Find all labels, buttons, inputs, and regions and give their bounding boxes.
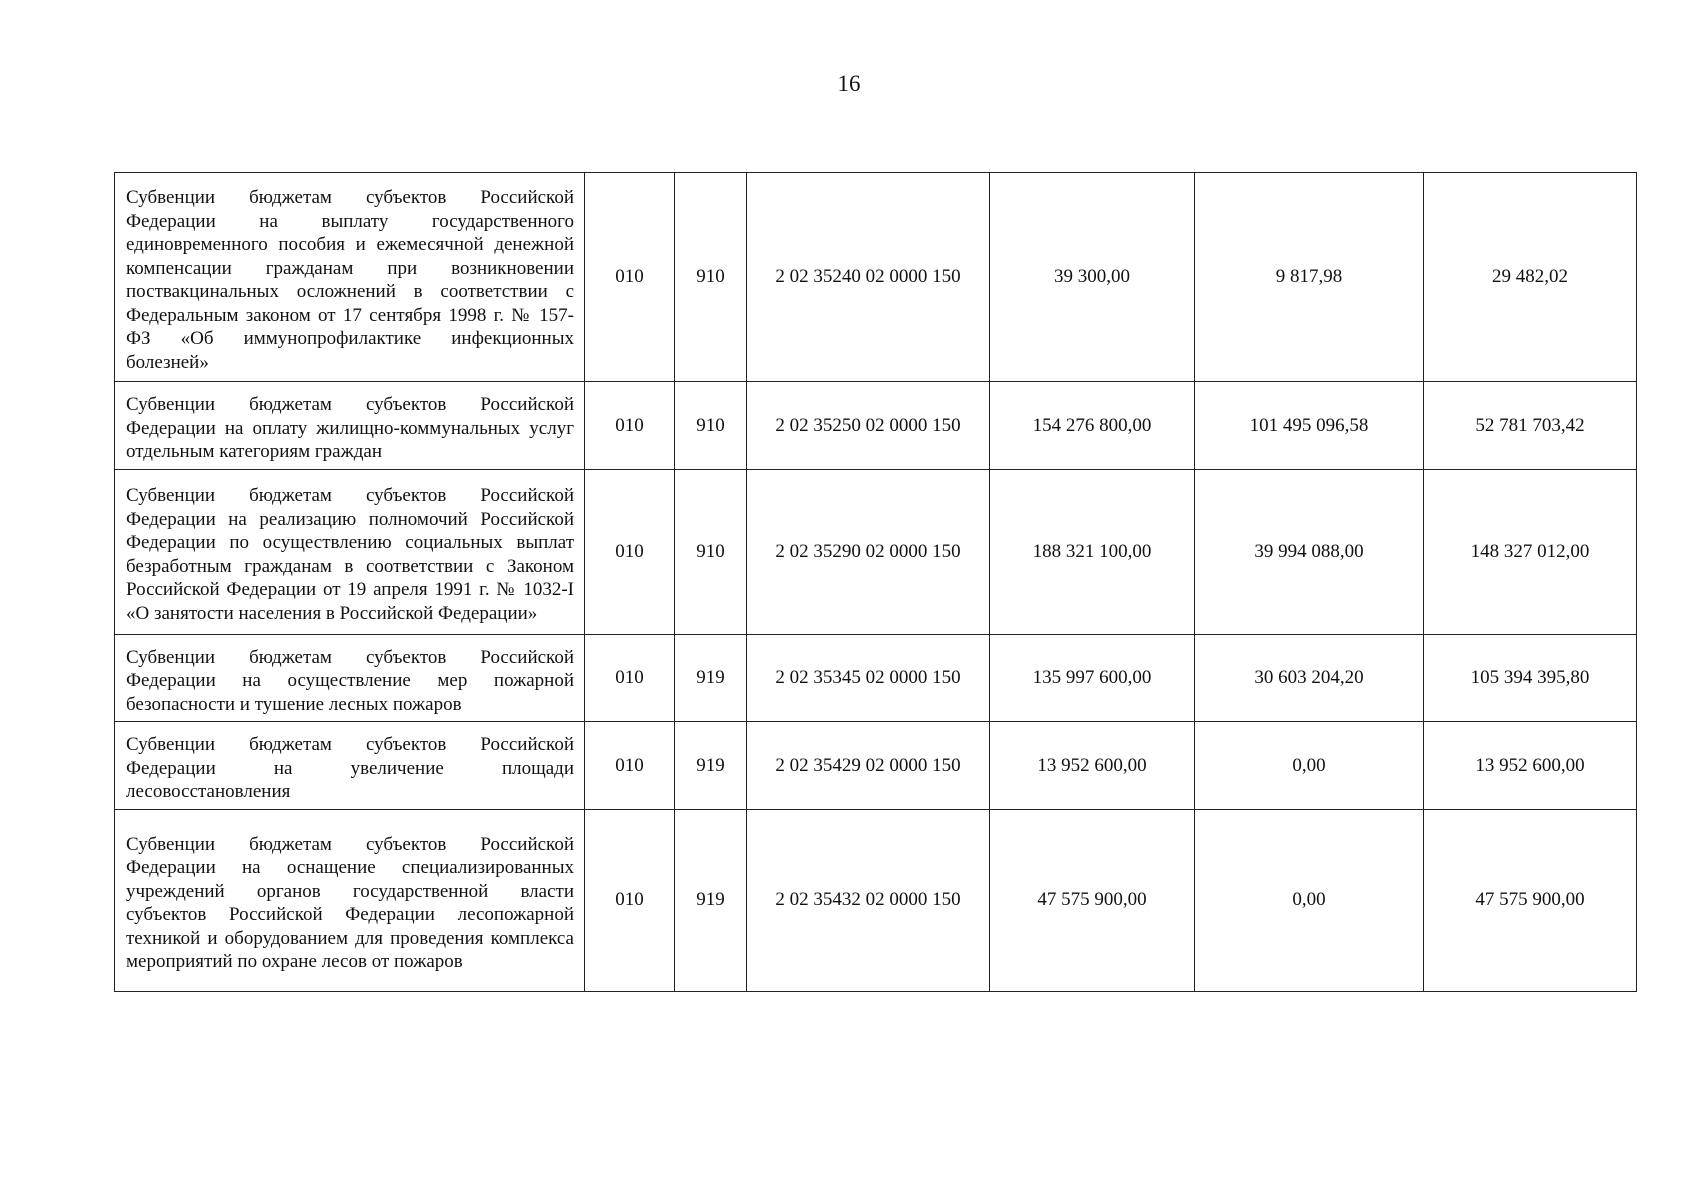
table-row <box>115 382 1637 470</box>
row-executed-amount: 39 994 088,00 <box>1195 469 1424 634</box>
row-executed-amount: 30 603 204,20 <box>1195 634 1424 722</box>
table-row <box>115 634 1637 722</box>
row-remaining-amount: 29 482,02 <box>1424 173 1637 382</box>
row-executed-amount: 9 817,98 <box>1195 173 1424 382</box>
row-planned-amount: 154 276 800,00 <box>990 382 1195 470</box>
row-budget-classification-code: 2 02 35240 02 0000 150 <box>747 173 990 382</box>
table-row <box>115 809 1637 991</box>
row-budget-classification-code: 2 02 35250 02 0000 150 <box>747 382 990 470</box>
row-budget-classification-code: 2 02 35432 02 0000 150 <box>747 809 990 991</box>
table-row <box>115 173 1637 382</box>
row-admin-code: 910 <box>675 382 747 470</box>
row-chapter-code: 010 <box>585 173 675 382</box>
row-description: Субвенции бюджетам субъектов Российской Федерации на выплату государственного единовременного пособия и ежемесячной денежной компенсации гражданам при возникновении поствакцинальных осложнений в соответствии с Федеральным законом от 17 сентября 1998 г. № 157-ФЗ «Об иммунопрофилактике инфекционных болезней» <box>115 173 585 382</box>
row-chapter-code: 010 <box>585 809 675 991</box>
row-executed-amount: 0,00 <box>1195 722 1424 810</box>
row-description: Субвенции бюджетам субъектов Российской Федерации на оплату жилищно-коммунальных услуг отдельным категориям граждан <box>115 382 585 470</box>
subventions-table <box>114 172 1637 992</box>
row-planned-amount: 39 300,00 <box>990 173 1195 382</box>
row-admin-code: 910 <box>675 173 747 382</box>
row-description: Субвенции бюджетам субъектов Российской Федерации на осуществление мер пожарной безопасности и тушение лесных пожаров <box>115 634 585 722</box>
row-remaining-amount: 148 327 012,00 <box>1424 469 1637 634</box>
row-admin-code: 910 <box>675 469 747 634</box>
row-description: Субвенции бюджетам субъектов Российской Федерации на увеличение площади лесовосстановления <box>115 722 585 810</box>
row-planned-amount: 188 321 100,00 <box>990 469 1195 634</box>
row-remaining-amount: 13 952 600,00 <box>1424 722 1637 810</box>
row-planned-amount: 135 997 600,00 <box>990 634 1195 722</box>
row-admin-code: 919 <box>675 634 747 722</box>
row-chapter-code: 010 <box>585 722 675 810</box>
row-planned-amount: 47 575 900,00 <box>990 809 1195 991</box>
row-executed-amount: 101 495 096,58 <box>1195 382 1424 470</box>
row-chapter-code: 010 <box>585 634 675 722</box>
row-remaining-amount: 52 781 703,42 <box>1424 382 1637 470</box>
row-planned-amount: 13 952 600,00 <box>990 722 1195 810</box>
row-executed-amount: 0,00 <box>1195 809 1424 991</box>
row-remaining-amount: 105 394 395,80 <box>1424 634 1637 722</box>
row-budget-classification-code: 2 02 35290 02 0000 150 <box>747 469 990 634</box>
row-description: Субвенции бюджетам субъектов Российской Федерации на оснащение специализированных учреждений органов государственной власти субъектов Российской Федерации лесопожарной техникой и оборудованием для проведения комплекса мероприятий по охране лесов от пожаров <box>115 809 585 991</box>
table-row <box>115 469 1637 634</box>
row-admin-code: 919 <box>675 722 747 810</box>
row-chapter-code: 010 <box>585 469 675 634</box>
page-number: 16 <box>837 71 861 96</box>
row-chapter-code: 010 <box>585 382 675 470</box>
table-row <box>115 722 1637 810</box>
row-description: Субвенции бюджетам субъектов Российской Федерации на реализацию полномочий Российской Федерации по осуществлению социальных выплат безработным гражданам в соответствии с Законом Российской Федерации от 19 апреля 1991 г. № 1032-I «О занятости населения в Российской Федерации» <box>115 469 585 634</box>
row-remaining-amount: 47 575 900,00 <box>1424 809 1637 991</box>
row-budget-classification-code: 2 02 35345 02 0000 150 <box>747 634 990 722</box>
row-admin-code: 919 <box>675 809 747 991</box>
row-budget-classification-code: 2 02 35429 02 0000 150 <box>747 722 990 810</box>
